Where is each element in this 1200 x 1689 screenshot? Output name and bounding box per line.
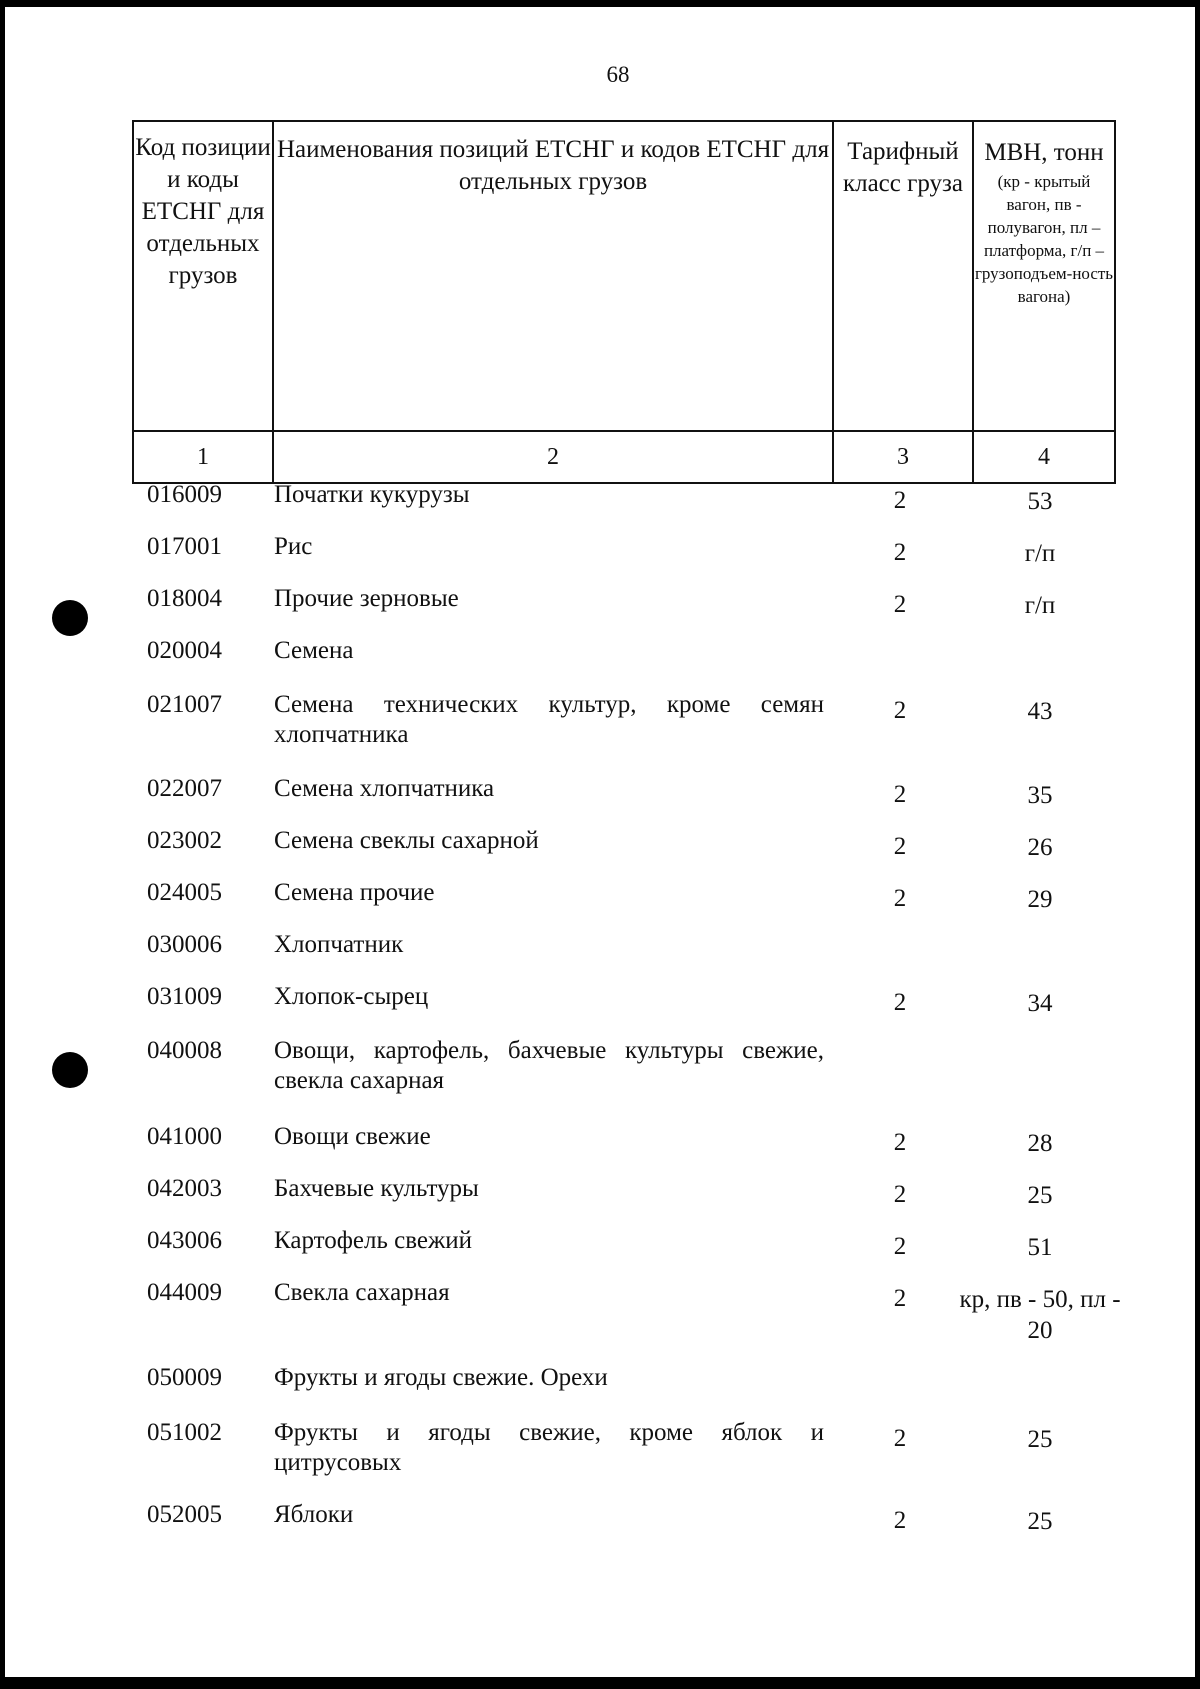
header-name: Наименования позиций ЕТСНГ и кодов ЕТСНГ для отдельных грузов [273,121,833,431]
row-name: Семена хлопчатника [274,775,495,802]
row-code: 022007 [147,775,222,802]
row-code: 043006 [147,1227,222,1254]
column-numbers-row [133,431,1115,483]
row-name: Свекла сахарная [274,1279,450,1306]
row-name: Хлопчатник [274,931,404,958]
header-mvn-note: (кр - крытый вагон, пв - полувагон, пл – платформа, г/п – грузоподъем-ность вагона) [974,172,1114,306]
column-number: 4 [973,431,1115,483]
row-code: 020004 [147,637,222,664]
row-mvn: г/п [1024,540,1056,567]
column-number: 1 [133,431,273,483]
header-mvn-title: МВН, тонн [984,139,1104,166]
header-mvn [973,121,1115,431]
page-number: 68 [606,62,630,87]
row-name: Фрукты и ягоды свежие. Орехи [274,1364,608,1391]
row-name: Овощи свежие [274,1123,431,1150]
row-name: Прочие зерновые [274,585,459,612]
row-class: 2 [893,591,907,618]
row-code: 050009 [147,1364,222,1391]
row-code: 044009 [147,1279,222,1306]
row-mvn: 25 [1027,1182,1053,1209]
row-mvn: 29 [1027,886,1053,913]
punch-hole-mark [52,600,88,636]
row-class: 2 [893,885,907,912]
row-code: 040008 [147,1037,222,1064]
row-class: 2 [893,1129,907,1156]
row-class: 2 [893,833,907,860]
row-mvn: г/п [1024,592,1056,619]
table-header [132,120,1116,484]
header-tariff-class: Тарифный класс груза [833,121,973,431]
row-code: 031009 [147,983,222,1010]
row-mvn: 25 [1027,1426,1053,1453]
scan-border-top [0,0,1200,7]
header-row [133,121,1115,431]
row-code: 021007 [147,691,222,718]
scan-border-bottom [0,1677,1200,1689]
row-code: 024005 [147,879,222,906]
row-name: Овощи, картофель, бахчевые культуры свежие, свекла сахарная [274,1037,824,1094]
row-name: Фрукты и ягоды свежие, кроме яблок и цитрусовых [274,1419,824,1476]
row-name: Яблоки [274,1501,354,1528]
row-name: Семена свеклы сахарной [274,827,539,854]
row-name: Початки кукурузы [274,481,470,508]
row-name: Хлопок-сырец [274,983,429,1010]
row-name: Картофель свежий [274,1227,473,1254]
row-name: Семена [274,637,354,664]
row-class: 2 [893,697,907,724]
row-mvn: 35 [1027,782,1053,809]
row-class: 2 [893,539,907,566]
row-class: 2 [893,781,907,808]
row-name: Рис [274,533,313,560]
row-code: 041000 [147,1123,222,1150]
row-code: 023002 [147,827,222,854]
row-mvn: 51 [1027,1234,1053,1261]
row-mvn: 28 [1027,1130,1053,1157]
row-mvn: 26 [1027,834,1053,861]
scan-border-left [0,0,5,1689]
row-code: 042003 [147,1175,222,1202]
row-class: 2 [893,1181,907,1208]
row-mvn: 34 [1027,990,1053,1017]
row-code: 052005 [147,1501,222,1528]
column-number: 2 [273,431,833,483]
row-mvn: кр, пв - 50, пл - 20 [959,1286,1121,1344]
row-class: 2 [893,1285,907,1312]
row-class: 2 [893,989,907,1016]
scan-border-right [1195,0,1200,1689]
row-code: 018004 [147,585,222,612]
punch-hole-mark [52,1052,88,1088]
column-number: 3 [833,431,973,483]
row-class: 2 [893,487,907,514]
row-mvn: 25 [1027,1508,1053,1535]
row-name: Семена прочие [274,879,435,906]
row-class: 2 [893,1507,907,1534]
row-name: Семена технических культур, кроме семян хлопчатника [274,691,824,748]
row-class: 2 [893,1425,907,1452]
row-class: 2 [893,1233,907,1260]
header-code: Код позиции и коды ЕТСНГ для отдельных грузов [133,121,273,431]
row-code: 016009 [147,481,222,508]
row-name: Бахчевые культуры [274,1175,479,1202]
row-mvn: 53 [1027,488,1053,515]
row-code: 017001 [147,533,222,560]
row-mvn: 43 [1027,698,1053,725]
row-code: 051002 [147,1419,222,1446]
row-code: 030006 [147,931,222,958]
